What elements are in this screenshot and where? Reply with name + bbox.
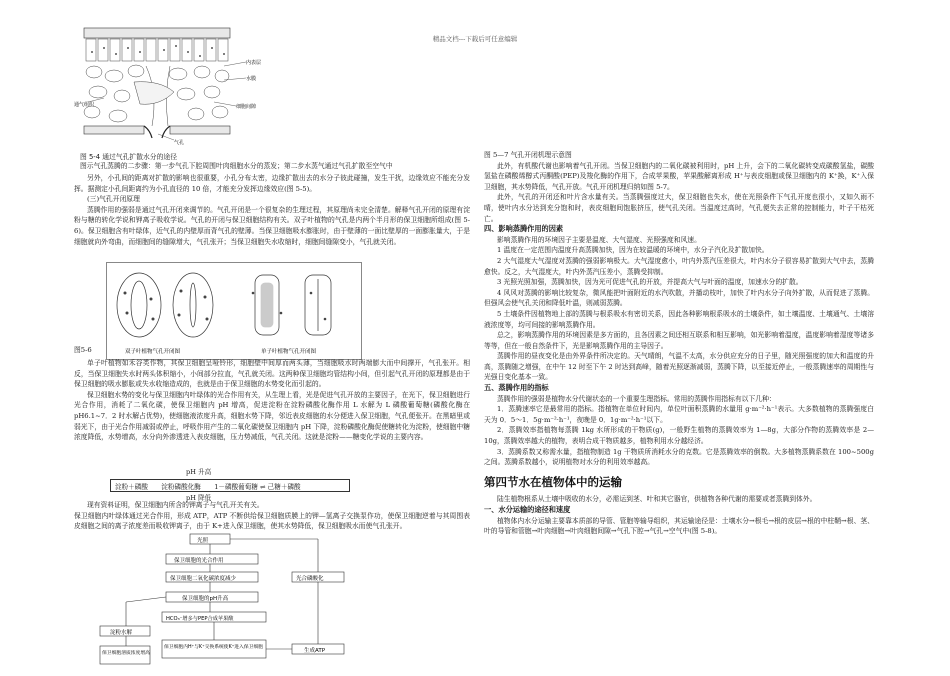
factor-humidity: 2 大气湿度大气湿度对蒸腾的强弱影响极大。大气湿度愈小，叶内外蒸汽压差很大，叶内水分子很容易扩散到大气中去，蒸腾愈快。反之，大气湿度大，叶内外蒸汽压差小，蒸腾受抑制。 — [484, 256, 874, 276]
right-paragraph-diurnal: 蒸腾作用的昼夜变化是由外界条件所决定的。天气晴朗，气温不太高，水分供应充分的日子里，随光照强度的加大和温度的升高，蒸腾随之增强，在中午 12 时至下午 2 时达到高峰，随着光照逐渐减弱，蒸腾下降，以至接近停止，一般蒸腾速率的周期性与光强日变化基本一致。 — [484, 352, 874, 382]
left-paragraph-stomata-spacing: 另外，小孔间的距离对扩散的影响也很重要，小孔分布太密，边缘扩散出去的水分子彼此碰撞，发生干扰，边缘效应不能充分发挥。据测定小孔间距离约为小孔直径的 10 倍，才能充分发挥边缘效应(图 5-5)。 — [74, 174, 470, 193]
factor-temperature: 1 温度在一定范围内温度升高蒸腾加快，因为在较温暖的环境中，水分子汽化及扩散加快。 — [497, 246, 769, 255]
fig54-label-aerenchyma: 通气组织 — [74, 102, 95, 108]
right-paragraph-summary: 总之，影响蒸腾作用的环境因素是多方面的，且各因素之间还相互联系和相互影响，如光影响着温度，温度影响着湿度等诸多等等，但在一般自然条件下，光是影响蒸腾作用的主导因子。 — [484, 331, 874, 350]
right-paragraph-organic-acid: 此外，有机酸代谢也影响着气孔开闭。当保卫细胞内的二氧化碳被利用时，pH 上升，会下的二氧化碳转变成碳酸氢盐，碳酸氢盐在磷酸烯醇式丙酮酸(PEP)及羧化酶的作用下，合成苹果酸，苹果酸解离形成 H⁺与表皮细胞或保卫细胞内的 K⁺换，K⁺入保卫细胞，其水势降低，气孔开放。气孔开闭机理归纳如图 5-7。 — [484, 161, 874, 191]
right-paragraph-transport-intro: 陆生植物根系从土壤中吸收的水分，必需运到茎、叶和其它器官，供植物各种代谢的需要或者蒸腾到体外。 — [497, 495, 817, 504]
left-paragraph-starch-sugar: 保卫细胞水势的变化与保卫细胞内叶绿体的光合作用有关，从生理上看，光是促进气孔开放的主要因子，在光下，保卫细胞进行光合作用，消耗了二氧化碳，使保卫细胞内 pH 增高，促进淀粉在淀粉磷酸化酶作用 L 水解为 L 磷酸葡萄糖(磷酸化酶在 pH6.1~7．2 时水解占优势)，使细胞液浓度升高，细胞水势下降，邻近表皮细胞的水分便进入保卫细胞，气孔便张开。在黑暗里或弱光下，由于光合作用减弱或停止，呼吸作用产生的二氧化碳使保卫细胞内 pH 下降，淀粉磷酸化酶促使糖转化为淀粉，使细胞中糖浓度降低，水势增高，水分向外渗透进入表皮细胞，压力势减低，气孔关闭。这就是淀粉——糖变化学说的主要内容。 — [74, 390, 470, 442]
starch-sugar-equation — [110, 466, 350, 504]
section-heading-indices: 五、蒸腾作用的指标 — [484, 383, 549, 393]
left-paragraph-potassium-b: 保卫细胞内叶绿体通过光合作用，形成 ATP，ATP 不断供给保卫细胞质膜上的钾—氢离子交换泵作功，使保卫细胞逆着与其周围表皮细胞之间的离子浓度差而吸收钾离子，由于 K+进入保卫细胞，使其水势降低，保卫细胞吸水而使气孔张开。 — [74, 511, 470, 531]
figure-5-6-label: 图5-6 — [74, 346, 92, 354]
equation-products: 1－磷酸葡萄糖 ⇌ 己糖＋磷酸 — [214, 483, 301, 491]
equation-enzyme: 淀粉磷酸化酶 — [154, 481, 208, 492]
flow-solute-increase: 保卫细胞溶质浓度增高 — [102, 651, 150, 656]
flow-starch-hydrolysis: 淀粉水解 — [110, 630, 133, 636]
fig54-label-stoma: 气孔 — [174, 140, 185, 146]
left-block-1 — [74, 173, 470, 247]
figure-5-4-leaf-section — [74, 22, 272, 150]
fig54-label-inner-surface: 内表层 — [246, 60, 262, 66]
section-heading-factors: 四、影响蒸腾作用的因素 — [484, 224, 564, 234]
right-paragraph-factors-intro: 影响蒸腾作用的环境因子主要是温度、大气湿度、光照强度和风速。 — [497, 235, 701, 244]
right-paragraph-indices-intro: 蒸腾作用的强弱是植物水分代谢状态的一个重要生理指标。常用的蒸腾作用指标有以下几种： — [497, 394, 776, 403]
factor-soil: 5 土壤条件因植物地上部的蒸腾与根系吸水有密切关系，因此各种影响根系吸水的土壤条件，如土壤温度、土壤通气、土壤溶液浓度等，均可间接的影响蒸腾作用。 — [484, 309, 874, 329]
right-paragraph-water-content: 此外，气孔的开闭还和叶片含水量有关。当蒸腾强度过大，保卫细胞也失水，使在光照条件下气孔开度也很小，又如久雨不晴，使叶内水分达到充分饱和时，表皮细胞间饱胀挤压，使气孔关闭。当温度过高时，气孔便失去正常的控制能力，叶子干枯死亡。 — [484, 193, 874, 223]
equation-box — [110, 479, 350, 492]
flow-photosynthesis: 保卫细胞的光合作用 — [174, 558, 224, 564]
left-block-3 — [74, 500, 470, 532]
index-transpiration-coefficient: 3．蒸腾系数又称需水量，指植物制造 1g 干物质所消耗水分的克数。它是蒸腾效率的倒数。大多植物蒸腾系数在 100~500g 之间。蒸腾系数越小，说明植物对水分的利用效率越高。 — [484, 447, 874, 467]
fig54-label-intercellular-space: 细胞间隙 — [236, 104, 257, 110]
potassium-intro: 现有资料证明，保卫细胞内所含的钾离子与气孔开关有关。 — [87, 501, 264, 509]
flow-co2-decrease: 保卫细胞二氧化碳浓度减少 — [170, 576, 237, 582]
index-transpiration-rate: 1．蒸腾速率它是最常用的指标。指植物在单位时间内，单位叶面积蒸腾的水量用 g·m⁻²·h⁻¹表示。大多数植物的蒸腾强度白天为 0．5～1．5g·m⁻²·h⁻¹，夜晚是 0．1g·m⁻²·h⁻¹以下。 — [484, 405, 874, 424]
page-header: 精品文档---下载后可任意编辑 — [432, 35, 518, 43]
flow-atp: 生成ATP — [304, 648, 326, 654]
flow-photophosphorylation: 光合磷酸化 — [296, 576, 324, 582]
section-title-water-transport: 第四节水在植物体中的运输 — [484, 474, 622, 489]
index-transpiration-efficiency: 2．蒸腾效率指植物每蒸腾 1kg 水所形成的干物质(g)，一般野生植物的蒸腾效率为 1—8g，大部分作物的蒸腾效率是 2—10g，蒸腾效率越大的植物，表明合成干物质越多，植物利用水分越经济。 — [484, 426, 874, 446]
left-paragraph-monocot: 单子叶植物如禾谷类作物，其保卫细胞呈哑铃形，细胞壁中间厚而两头薄，当细胞吸水时两端膨大而中间撑开，气孔张开。相反，当保卫细胞失水时两头体积缩小，小间部分拉直，气孔就关闭。这两种保卫细胞均管结构小间，但引起气孔开闭的原理都是由于保卫细胞的吸水膨胀或失水收缩造成的，也就是由于保卫细胞的水势变化而引起的。 — [74, 359, 470, 389]
factor-light: 3 光照光照加强，蒸腾加快，因为光可促进气孔的开放，并提高大气与叶面的温度，加速水分的扩散。 — [497, 278, 803, 287]
equation-ph-down: pH 降低 — [186, 494, 212, 502]
figure-5-6-stomata-open-close — [106, 262, 362, 360]
fig56-caption-monocot: 单子叶植物气孔开闭图 — [261, 349, 317, 355]
section-heading-pathway: 一、水分运输的途径和速度 — [484, 505, 571, 514]
fig56-caption-dicot: 双子叶植物气孔开闭图 — [125, 349, 181, 355]
figure-5-7-caption: 图 5—7 气孔开闭机理示意图 — [484, 151, 572, 159]
flow-ph-rise: 保卫细胞的pH升高 — [182, 596, 229, 602]
factor-wind: 4 风风对蒸腾的影响比较复杂，微风能把叶面附近的水汽吹散，并播动枝叶，加快了叶内水分子向外扩散，从而促进了蒸腾。但强风会使气孔关闭和降低叶温，则减弱蒸腾。 — [484, 288, 874, 308]
left-block-2 — [74, 358, 470, 443]
figure-5-4-title: 图 5-4 通过气孔扩散水分的途径 — [80, 153, 177, 161]
equation-reactants: 淀粉＋磷酸 — [115, 483, 148, 491]
right-paragraph-pathway: 植物体内水分运输主要靠本质部的导管、管胞等输导组织，其运输途径是：土壤水分→根毛→根的皮层→根的中柱鞘→根、茎、叶的导管和管胞→叶肉细胞→叶肉细胞间隙→气孔下腔→气孔→空气中(图 5-8)。 — [484, 516, 874, 536]
right-column — [484, 150, 874, 537]
figure-5-4-caption — [80, 153, 470, 171]
figure-5-7-flowchart — [96, 532, 364, 672]
fig54-label-water-film: 水膜 — [246, 76, 257, 82]
equation-ph-up: pH 升高 — [186, 468, 212, 476]
flow-k-exchange: 保卫细胞内H⁺与K⁺交换系统使K⁺进入保卫细胞 — [164, 645, 264, 650]
left-paragraph-potassium-a — [74, 500, 470, 511]
left-paragraph-guard-cells: 蒸腾作用的强弱是通过气孔开闭来调节的。气孔开闭是一个很复杂的生理过程，其原理尚未完全清楚。解释气孔开闭的原理有淀粉与糖的转化学说和钾离子吸收学说。气孔的开闭与保卫细胞结构有关。双子叶植物的气孔是内两个半月形的保卫细胞所组成(图 5-6)。保卫细胞含有叶绿体，近气孔的内壁厚而背气孔的壁薄。当保卫细胞吸水膨胀时，由于壁薄的一面比壁厚的一面膨胀量大，于是细胞就向外弯曲，而细胞间的缝隙增大，气孔张开；当保卫细胞失水收缩时，细胞间缝隙变小，气孔就关闭。 — [74, 205, 470, 246]
flow-malate: HCO₃⁻增多与PEP合成苹果酸 — [166, 616, 234, 622]
figure-5-4-desc: 图示气孔蒸腾的二步骤：第一步气孔下腔周围叶肉细胞水分的蒸发；第二步水蒸气通过气孔扩散至空气中 — [80, 162, 393, 170]
flow-light: 光照 — [197, 538, 209, 544]
left-subheading-stomata-principle: (三)气孔开闭原理 — [87, 195, 140, 204]
